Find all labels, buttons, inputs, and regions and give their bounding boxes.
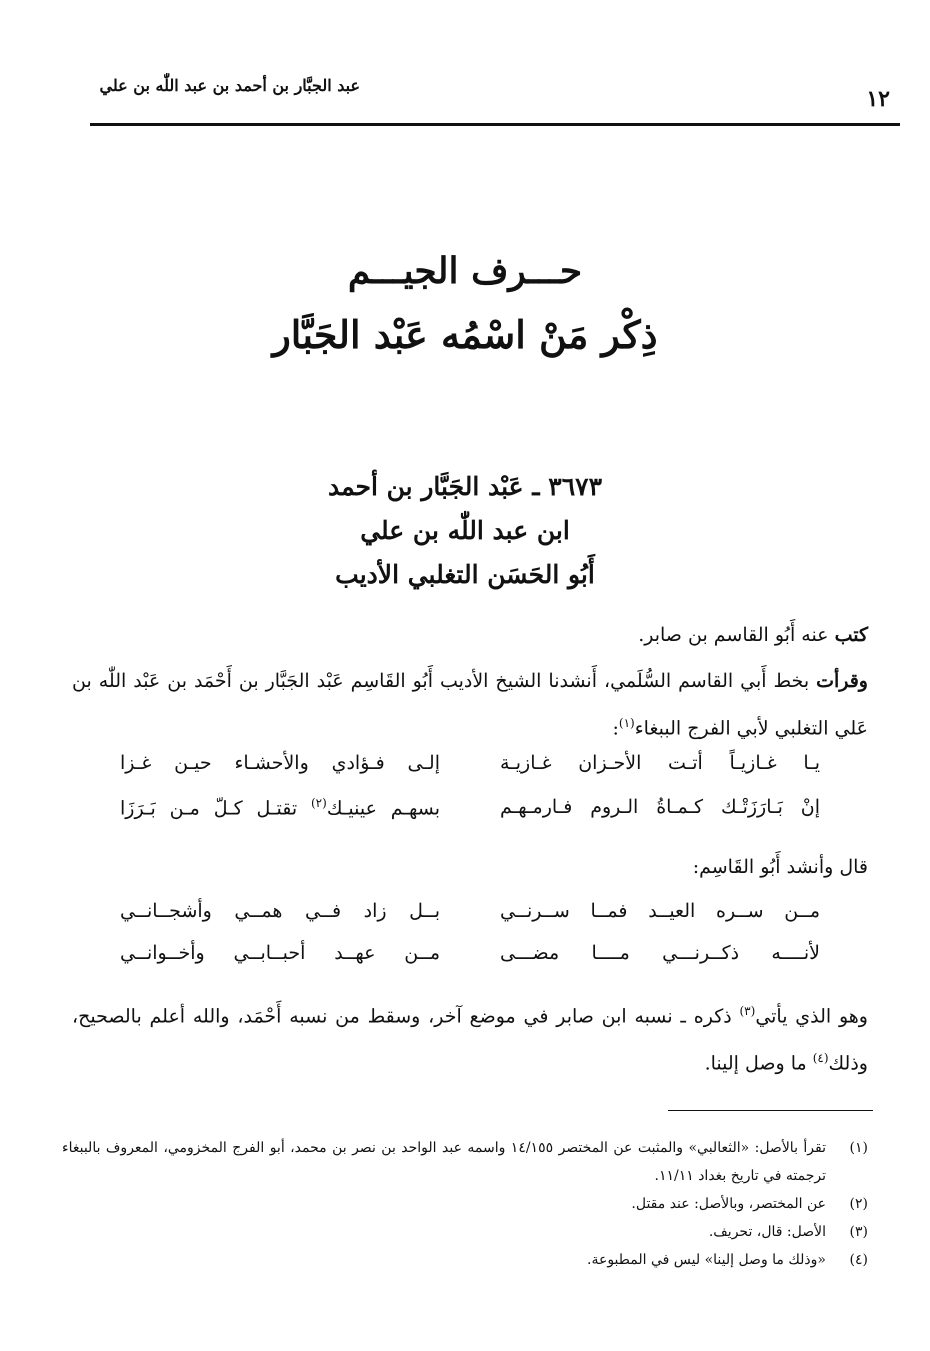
verse-hemistich-right: يـا غـازيـاً أتـت الأحـزان غـازيـة	[500, 752, 820, 774]
entry-heading	[0, 465, 930, 597]
footnote	[62, 1246, 868, 1274]
footnote-text: «وذلك ما وصل إلينا» ليس في المطبوعة.	[587, 1252, 826, 1268]
footnote	[62, 1218, 868, 1246]
chapter-title: حـــرف الجيـــم	[347, 250, 583, 292]
footnote-ref: (٤)	[812, 1051, 829, 1066]
running-header-title: عبد الجبَّار بن أحمد بن عبد اللّٰه بن علي	[99, 76, 360, 95]
footnote-text: عن المختصر، وبالأصل: عند مقتل.	[631, 1196, 826, 1212]
verse-hemistich-left	[120, 796, 440, 819]
verse-hemistich-right: إنْ بَـارَزَتْـك كـمـاةُ الـروم فـارمـهـم	[500, 796, 820, 818]
verse-hemistich-right: مــن ســره العيــد فمــا ســرنــي	[500, 900, 820, 922]
footnotes	[62, 1134, 868, 1274]
verse-line	[120, 900, 820, 922]
page-number: ١٢	[866, 86, 890, 112]
footnote-text: تقرأ بالأصل: «الثعالبي» والمثبت عن المختصر ١٤/١٥٥ واسمه عبد الواحد بن نصر بن محمد، أبو الفرج المخزومي، المعروف بالببغاء ترجمته في تاريخ بغداد ١١/١١.	[62, 1140, 826, 1184]
footnote-number: (١)	[849, 1140, 868, 1156]
entry-heading-line: أَبُو الحَسَن التغلبي الأديب	[335, 560, 595, 589]
verse-text: بسهـم عينيـك	[326, 797, 440, 820]
footnote-number: (٤)	[849, 1252, 868, 1268]
chapter-subtitle: ذِكْر مَنْ اسْمُه عَبْد الجَبَّار	[272, 312, 658, 357]
paragraph-text: بخط أَبي القاسم السُّلَمي، أَنشدنا الشيخ الأديب أَبُو القَاسِم عَبْد الجَبَّار بن أَحْمَد بن عَبْد اللّٰه بن عَلي التغلبي لأبي الفرج الببغاء	[72, 670, 868, 740]
entry-heading-line: ٣٦٧٣ ـ عَبْد الجَبَّار بن أحمد	[327, 472, 603, 501]
entry-heading-line: ابن عبد اللّٰه بن علي	[360, 516, 570, 545]
verse-hemistich-left: مــن عهــد أحبــابــي وأخــوانــي	[120, 942, 440, 964]
paragraph-1	[72, 614, 868, 656]
paragraph-4	[72, 990, 868, 1085]
verse-text: تقتـل كـلّ مـن بَـرَزَا	[120, 797, 311, 820]
footnote	[62, 1190, 868, 1218]
footnote-text: الأصل: قال، تحريف.	[708, 1224, 826, 1240]
header-rule	[90, 123, 900, 126]
footnote-ref: (٢)	[310, 796, 327, 810]
footnote-rule	[668, 1110, 873, 1111]
verse-hemistich-left: إلـى فـؤادي والأحشـاء حيـن غـزا	[120, 752, 440, 774]
paragraph-lead-word: وقرأت	[816, 670, 868, 692]
verse-line	[120, 752, 820, 774]
verse-line	[120, 796, 820, 819]
paragraph-text: ما وصل إلينا.	[704, 1052, 813, 1075]
paragraph-text: :	[612, 717, 619, 740]
verse-hemistich-left: بــل زاد فــي همــي وأشجــانــي	[120, 900, 440, 922]
paragraph-text: وهو الذي يأتي	[755, 1005, 868, 1028]
footnote-ref: (٣)	[739, 1004, 756, 1018]
paragraph-text: عنه أَبُو القاسم بن صابر.	[638, 624, 835, 646]
paragraph-text: قال وأنشد أَبُو القَاسِم:	[692, 856, 868, 878]
paragraph-text: ذكره ـ نسبه ابن صابر في موضع آخر، وسقط من نسبه أَحْمَد، والله أعلم بالصحيح، وذلك	[72, 1005, 868, 1075]
paragraph-2	[72, 660, 868, 749]
paragraph-lead-word: كتب	[834, 624, 868, 646]
footnote	[62, 1134, 868, 1190]
paragraph-3	[72, 846, 868, 888]
footnote-number: (٣)	[849, 1224, 868, 1240]
verse-hemistich-right: لأنــــه ذكــرنـــي مــــا مضـــى	[500, 942, 820, 964]
footnote-number: (٢)	[849, 1196, 868, 1212]
verse-line	[120, 942, 820, 964]
footnote-ref: (١)	[618, 716, 635, 730]
